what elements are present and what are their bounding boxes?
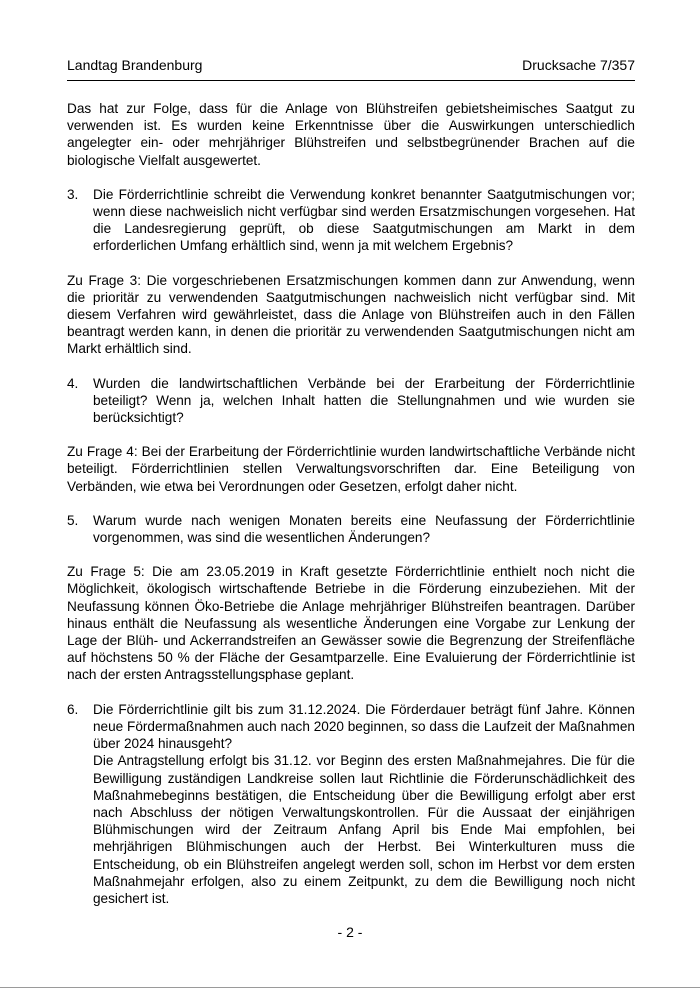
question-3-number: 3. — [67, 186, 79, 202]
answer-6-text: Die Antragstellung erfolgt bis 31.12. vor Beginn des ersten Maßnahmejahres. Die für die Bewilligung zuständigen Landkreise sollen laut Richtlinie die Förderunschädlichkeit des Maßnahmebeginns bestätigen, die Entscheidung über die Bewilligung erfolgt aber erst nach Abschluss der nötigen Verwaltungskontrollen. Für die Aussaat der einjährigen Blühmischungen wird der Zeitraum Anfang April bis Ende Mai empfohlen, bei mehrjährigen Blühmischungen auch der Herbst. Bei Winterkulturen muss die Entscheidung, ob ein Blühstreifen angelegt werden soll, schon im Herbst vor dem ersten Maßnahmejahr erfolgen, also zu einem Zeitpunkt, zu dem die Bewilligung noch nicht gesichert ist. — [93, 753, 635, 906]
question-3 — [67, 186, 635, 255]
question-4-number: 4. — [67, 375, 79, 391]
answer-4-paragraph: Zu Frage 4: Bei der Erarbeitung der Förderrichtlinie wurden landwirtschaftliche Verbände nicht beteiligt. Förderrichtlinien stellen Verwaltungsvorschriften dar. Eine Beteiligung von Verbänden, wie etwa bei Verordnungen oder Gesetzen, erfolgt daher nicht. — [67, 444, 635, 494]
question-6-text: Die Förderrichtlinie gilt bis zum 31.12.2024. Die Förderdauer beträgt fünf Jahre. Können neue Fördermaßnahmen auch nach 2020 beginnen, so dass die Laufzeit der Maßnahmen über 2024 hinausgeht? — [93, 701, 635, 752]
page-header — [67, 57, 635, 81]
question-4-text: Wurden die landwirtschaftlichen Verbände bei der Erarbeitung der Förderrichtlinie beteiligt? Wenn ja, welchen Inhalt hatten die Stellungnahmen und wie wurden sie berücksichtigt? — [93, 375, 635, 426]
question-4 — [67, 375, 635, 427]
question-6-number: 6. — [67, 701, 79, 717]
question-5-number: 5. — [67, 512, 79, 528]
answer-3-paragraph: Zu Frage 3: Die vorgeschriebenen Ersatzmischungen kommen dann zur Anwendung, wenn die prioritär zu verwendenden Saatgutmischungen nachweislich nicht verfügbar sind. Mit diesem Verfahren wird gewährleistet, dass die Anlage von Blühstreifen auch in den Fällen beantragt werden kann, in denen die prioritär zu verwendenden Saatgutmischungen nicht am Markt erhältlich sind. — [67, 272, 635, 357]
intro-paragraph: Das hat zur Folge, dass für die Anlage von Blühstreifen gebietsheimisches Saatgut zu verwenden ist. Es wurden keine Erkenntnisse über die Auswirkungen unterschiedlich angelegter ein- oder mehrjähriger Blühstreifen und selbstbegrünender Brachen auf die biologische Vielfalt ausgewertet. — [67, 101, 635, 168]
page-footer — [0, 924, 700, 940]
header-left-title: Landtag Brandenburg — [67, 57, 203, 73]
question-6 — [67, 701, 635, 907]
document-body — [67, 100, 635, 924]
header-right-docnumber: Drucksache 7/357 — [522, 57, 635, 73]
answer-5-paragraph: Zu Frage 5: Die am 23.05.2019 in Kraft gesetzte Förderrichtlinie enthielt noch nicht die Möglichkeit, ökologisch wirtschaftende Betriebe in die Förderung einzubeziehen. Mit der Neufassung können Öko-Betriebe die Anlage mehrjähriger Blühstreifen beantragen. Darüber hinaus enthält die Neufassung als wesentliche Änderungen eine Vorgabe zur Lenkung der Lage der Blüh- und Ackerrandstreifen an Gewässer sowie die Begrenzung der Streifenfläche auf höchstens 50 % der Fläche der Gesamtparzelle. Eine Evaluierung der Förderrichtlinie ist nach der ersten Antragsstellungsphase geplant. — [67, 564, 635, 683]
question-3-text: Die Förderrichtlinie schreibt die Verwendung konkret benannter Saatgutmischungen vor; wenn diese nachweislich nicht verfügbar sind werden Ersatzmischungen vorgesehen. Hat die Landesregierung geprüft, ob diese Saatgutmischungen am Markt in dem erforderlichen Umfang erhältlich sind, wenn ja mit welchem Ergebnis? — [93, 186, 635, 254]
question-5 — [67, 512, 635, 546]
question-5-text: Warum wurde nach wenigen Monaten bereits eine Neufassung der Förderrichtlinie vorgenommen, was sind die wesentlichen Änderungen? — [93, 512, 635, 546]
page-number: - 2 - — [337, 924, 363, 940]
question-6-block — [93, 701, 635, 907]
